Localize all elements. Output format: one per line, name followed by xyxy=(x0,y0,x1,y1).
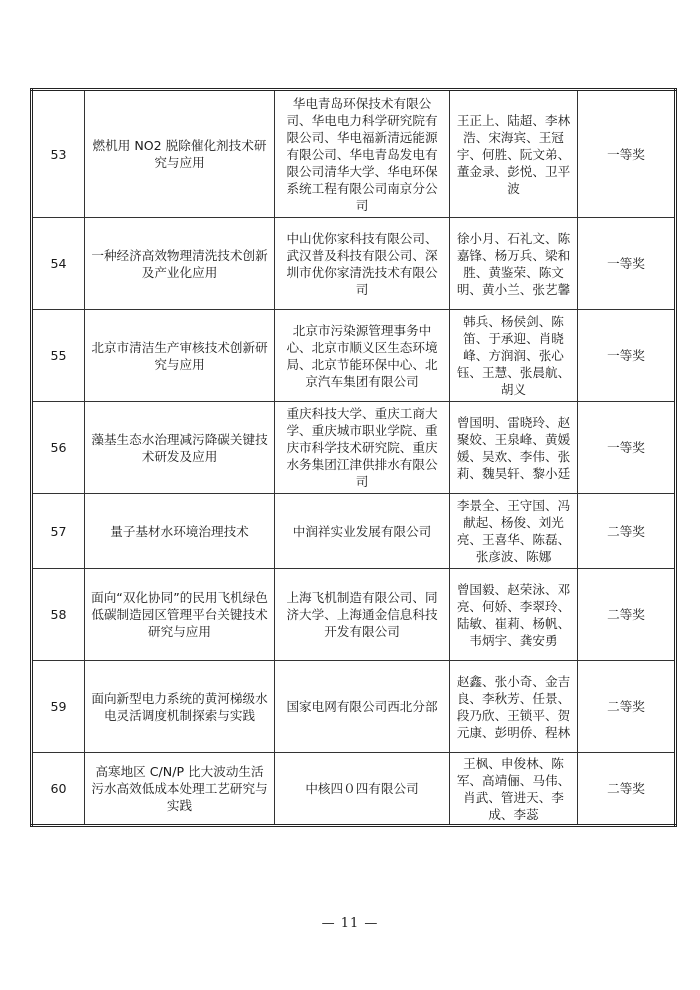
row-number: 60 xyxy=(32,753,85,826)
participants: 徐小月、石礼文、陈嘉锋、杨万兵、梁和胜、黄鉴荣、陈文明、黄小兰、张艺馨 xyxy=(450,218,578,310)
table-row xyxy=(32,310,676,402)
award-level: 二等奖 xyxy=(578,569,676,661)
page-number: — 11 — xyxy=(321,916,379,931)
project-name: 北京市清洁生产审核技术创新研究与应用 xyxy=(85,310,275,402)
organizations: 重庆科技大学、重庆工商大学、重庆城市职业学院、重庆市科学技术研究院、重庆水务集团江津供排水有限公司 xyxy=(275,402,450,494)
award-level: 二等奖 xyxy=(578,494,676,569)
project-name: 藻基生态水治理减污降碳关键技术研发及应用 xyxy=(85,402,275,494)
participants: 王枫、申俊林、陈军、高靖俪、马伟、肖武、管进天、李成、李蕊 xyxy=(450,753,578,826)
row-number: 58 xyxy=(32,569,85,661)
participants: 李景全、王守国、冯献起、杨俊、刘光亮、王喜华、陈磊、张彦波、陈娜 xyxy=(450,494,578,569)
project-name: 一种经济高效物理清洗技术创新及产业化应用 xyxy=(85,218,275,310)
row-number: 54 xyxy=(32,218,85,310)
award-level: 一等奖 xyxy=(578,90,676,218)
table-row xyxy=(32,661,676,753)
project-name: 量子基材水环境治理技术 xyxy=(85,494,275,569)
table-row xyxy=(32,218,676,310)
row-number: 56 xyxy=(32,402,85,494)
table-row xyxy=(32,402,676,494)
organizations: 中润祥实业发展有限公司 xyxy=(275,494,450,569)
table-row xyxy=(32,90,676,218)
award-level: 一等奖 xyxy=(578,310,676,402)
table-row xyxy=(32,753,676,826)
participants: 曾国毅、赵荣泳、邓亮、何娇、李翠玲、陆敏、崔莉、杨帆、韦炳宇、龚安勇 xyxy=(450,569,578,661)
participants: 王正上、陆超、李林浩、宋海宾、王冠宇、何胜、阮文弟、董金录、彭悦、卫平波 xyxy=(450,90,578,218)
participants: 赵鑫、张小奇、金吉良、李秋芳、任景、段乃欣、王锁平、贺元康、彭明侨、程林 xyxy=(450,661,578,753)
project-name: 面向新型电力系统的黄河梯级水电灵活调度机制探索与实践 xyxy=(85,661,275,753)
table-row xyxy=(32,494,676,569)
project-name: 面向“双化协同”的民用飞机绿色低碳制造园区管理平台关键技术研究与应用 xyxy=(85,569,275,661)
award-level: 二等奖 xyxy=(578,753,676,826)
organizations: 北京市污染源管理事务中心、北京市顺义区生态环境局、北京节能环保中心、北京汽车集团有限公司 xyxy=(275,310,450,402)
project-name: 高寒地区 C/N/P 比大波动生活污水高效低成本处理工艺研究与实践 xyxy=(85,753,275,826)
table-row xyxy=(32,569,676,661)
organizations: 国家电网有限公司西北分部 xyxy=(275,661,450,753)
participants: 曾国明、雷晓玲、赵聚姣、王泉峰、黄媛媛、吴欢、李伟、张莉、魏昊轩、黎小廷 xyxy=(450,402,578,494)
row-number: 53 xyxy=(32,90,85,218)
participants: 韩兵、杨侯剑、陈笛、于承迎、肖晓峰、方润润、张心钰、王慧、张晨航、胡义 xyxy=(450,310,578,402)
organizations: 中核四０四有限公司 xyxy=(275,753,450,826)
award-level: 一等奖 xyxy=(578,218,676,310)
organizations: 中山优你家科技有限公司、武汉普及科技有限公司、深圳市优你家清洗技术有限公司 xyxy=(275,218,450,310)
project-name: 燃机用 NO2 脱除催化剂技术研究与应用 xyxy=(85,90,275,218)
awards-table xyxy=(30,88,677,827)
row-number: 57 xyxy=(32,494,85,569)
award-level: 二等奖 xyxy=(578,661,676,753)
award-level: 一等奖 xyxy=(578,402,676,494)
row-number: 55 xyxy=(32,310,85,402)
organizations: 华电青岛环保技术有限公司、华电电力科学研究院有限公司、华电福新清远能源有限公司、华电青岛发电有限公司清华大学、华电环保系统工程有限公司南京分公司 xyxy=(275,90,450,218)
row-number: 59 xyxy=(32,661,85,753)
organizations: 上海飞机制造有限公司、同济大学、上海通金信息科技开发有限公司 xyxy=(275,569,450,661)
